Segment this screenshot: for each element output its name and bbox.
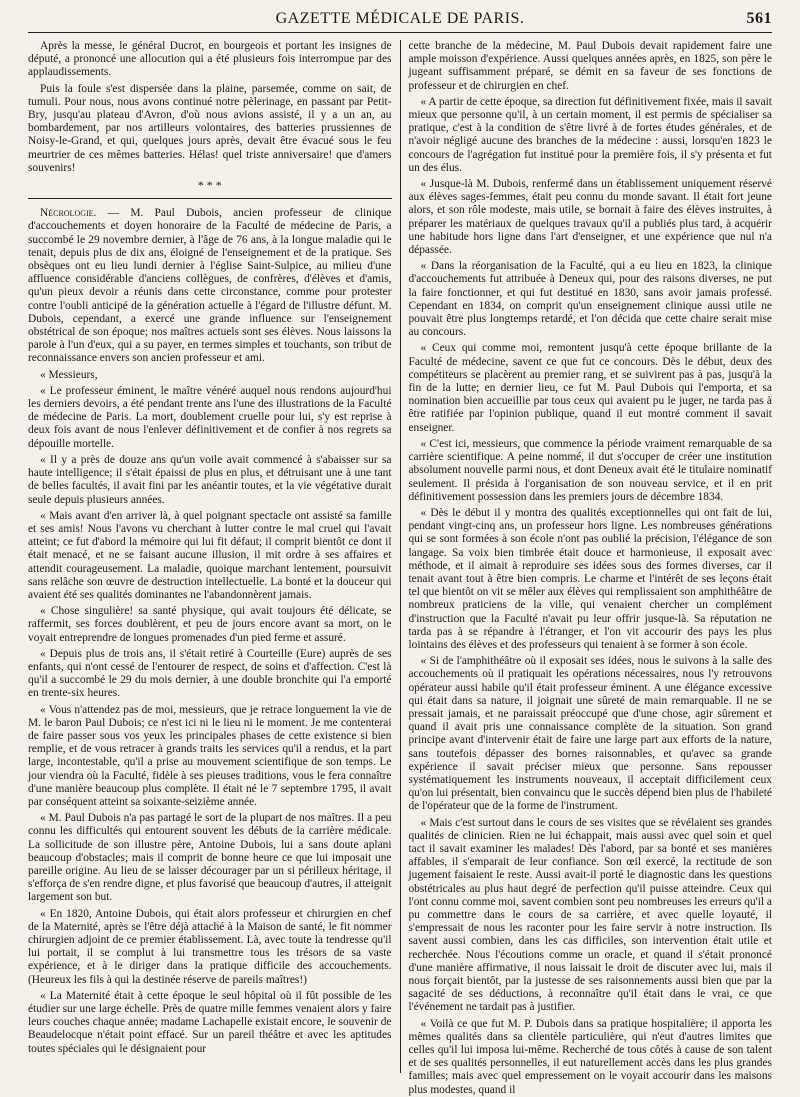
column-rule [400, 40, 401, 1073]
article-paragraph: cette branche de la médecine, M. Paul Dubois devait rapidement faire une ample moisson d'expérience. Aussi quelques années après, en 1825, son père le jugeant suffisamment préparé, se démit en sa faveur de ses fonctions de professeur et de chirurgien en chef. [408, 40, 772, 92]
section-separator: * * * [197, 178, 222, 193]
page-number: 561 [746, 10, 772, 27]
article-paragraph: « Vous n'attendez pas de moi, messieurs, que je retrace longuement la vie de M. le baron Paul Dubois; ce n'est ici ni le lieu ni le moment. Je me contenterai de faire passer sous vos yeux les principales phases de cette existence si bien remplie, et de vous retracer à grands traits les services qu'il a rendus, et la part large, incontestable, qu'il a prise au mouvement scientifique de son temps. Le jour viendra où la Faculté, fidèle à ses pieuses traditions, vous le fera connaître d'une manière beaucoup plus complète. Il était né le 7 septembre 1795, il avait par conséquent atteint sa soixante-seizième année. [28, 703, 392, 808]
journal-title: GAZETTE MÉDICALE DE PARIS. [275, 10, 525, 27]
article-paragraph: « La Maternité était à cette époque le seul hôpital où il fût possible de les étudier sur une large échelle. Près de quatre mille femmes venaient alors y faire leurs couches chaque année; madame Lachapelle existait encore, le souvenir de Beaudelocque n'était point effacé. Sur un pareil théâtre et avec les aptitudes toutes spéciales qui le désignaient pour [28, 989, 392, 1055]
article-paragraph: « M. Paul Dubois n'a pas partagé le sort de la plupart de nos maîtres. Il a peu connu les difficultés qui entourent souvent les débuts de la carrière médicale. La sollicitude de son illustre père, Antoine Dubois, lui a sans doute aplani beaucoup d'obstacles; mais il comprit de bonne heure ce que lui imposait une pareille origine. Au lieu de se laisser décourager par un si périlleux héritage, il s'efforça de s'en rendre digne, et plus favorisé que beaucoup d'autres, il atteignit largement son but. [28, 812, 392, 904]
article-paragraph: « Chose singulière! sa santé physique, qui avait toujours été délicate, se raffermit, ses forces doublèrent, et peu de jours encore avant sa mort, on le voyait entreprendre de longues promenades d'un pied ferme et assuré. [28, 605, 392, 644]
article-paragraph: « Mais avant d'en arriver là, à quel poignant spectacle ont assisté sa famille et ses amis! Nous l'avons vu cherchant à lutter contre le mal cruel qui l'avait atteint; ce fut d'abord la mémoire qui lui fit défaut; il comprit bientôt ce dont il était menacé, et ne se faisant aucune illusion, il mit ordre à ses affaires et attendit courageusement. La maladie, quoique marchant lentement, poursuivit sans relâche son œuvre de destruction intellectuelle. La bonté et la douceur qui avaient été ses qualités dominantes ne l'abandonnèrent jamais. [28, 509, 392, 601]
necrology-paragraph [28, 207, 392, 365]
intro-paragraph: Après la messe, le général Ducrot, en bourgeois et portant les insignes de député, a prononcé une allocution qui a été plusieurs fois interrompue par des applaudissements. [28, 40, 392, 79]
divider [28, 198, 392, 199]
article-paragraph: « Depuis plus de trois ans, il s'était retiré à Courteille (Eure) auprès de ses enfants, qui n'ont cessé de l'entourer de respect, de soins et d'affection. C'est là qu'il a succombé le 29 du mois dernier, à une double bronchite qui l'a emporté en trente-six heures. [28, 647, 392, 700]
article-paragraph: « Voilà ce que fut M. P. Dubois dans sa pratique hospitalière; il apporta les mêmes qualités dans sa clientèle particulière, qui n'eut d'autres limites que celles qu'il lui imposa lui-même. Recherché de tous côtés à cause de son talent et de ses qualités personnelles, il eut naturellement accès dans les plus grandes familles; mais avec quel empressement on le voyait accourir dans les maisons plus modestes, quand il [408, 1017, 772, 1096]
page-header [28, 10, 772, 33]
article-paragraph: « C'est ici, messieurs, que commence la période vraiment remarquable de sa carrière scientifique. A peine nommé, il dut s'occuper de créer une institution absolument nouvelle parmi nous, et dont Deneux avait été le titulaire nominatif seulement. Il présida à l'organisation de son nouveau service, et il en prit définitivement possession dans les premiers jours de décembre 1834. [408, 437, 772, 503]
article-paragraph: « Il y a près de douze ans qu'un voile avait commencé à s'abaisser sur sa haute intelligence; il s'était épaissi de plus en plus, et détruisant une à une tant de belles facultés, il avait fini par les anéantir toutes, et la vie végétative durait seule depuis plusieurs années. [28, 453, 392, 506]
article-paragraph: « Le professeur éminent, le maître vénéré auquel nous rendons aujourd'hui les derniers devoirs, a été pendant trente ans l'une des illustrations de la Faculté de médecine de Paris. La mort, doublement cruelle pour lui, s'y est reprise à deux fois avant de nous l'enlever définitivement et de confier à nos regrets sa dépouille mortelle. [28, 384, 392, 450]
article-paragraph: « Si de l'amphithéâtre où il exposait ses idées, nous le suivons à la salle des accouchements où il pratiquait les opérations nécessaires, nous l'y retrouvons opérateur aussi habile qu'il était professeur éminent. A une élégance excessive qui était dans sa nature, il joignait une sûreté de main remarquable. Il ne se pressait jamais, et ne paraissait préoccupé que d'une chose, agir sûrement et quand il avait pris une connaissance complète de la situation. Son grand principe avant d'intervenir était de faire une large part aux efforts de la nature, sans toutefois dépasser des bornes raisonnables, et qu'avec sa grande expérience il savait préciser mieux que personne. Sans repousser systématiquement les instruments nouveaux, il acceptait difficilement ceux qu'on lui présentait, bien convaincu que le succès dépend bien plus de l'habileté de l'opérateur que de la forme de l'instrument. [408, 655, 772, 813]
article-paragraph: « Mais c'est surtout dans le cours de ses visites que se révélaient ses grandes qualités de clinicien. Rien ne lui échappait, mais aussi avec quel soin et quel tact il savait examiner les malades! Dès l'abord, par sa bonté et ses manières affables, il s'emparait de leur confiance. Son œil exercé, la rectitude de son jugement faisaient le reste. Aussi avait-il porté le diagnostic dans les questions obstétricales au plus haut degré de perfection qu'il puisse atteindre. Ceux qui l'ont connu comme moi, savent combien sont peu nombreuses les erreurs qu'il a pu commettre dans le cours de sa carrière, et avec quelle loyauté, il s'empressait de nous les raconter pour les faire servir à notre instruction. Ils savent aussi combien, dans les cas difficiles, son intervention était utile et recherchée. Nous l'écoutions comme un oracle, et quand il s'était prononcé d'une manière affirmative, il nous laissait le droit de discuter avec lui, mais il nous forçait bientôt, par la justesse de ses raisonnements aussi bien que par la sagacité de ses déductions, à reconnaître qu'il était dans le vrai, ce que l'événement ne tardait pas à justifier. [408, 816, 772, 1014]
article-paragraph: « Dès le début il y montra des qualités exceptionnelles qui ont fait de lui, pendant vingt-cinq ans, un professeur hors ligne. Les nombreuses générations qui se sont formées à son école n'ont pas oublié la précision, l'élégance de son langage. Sa voix bien timbrée était douce et harmonieuse, il exposait avec méthode, et il aimait à reproduire ses idées sous des formes diverses, car il tenait avant tout à être bien compris. Le charme et l'intérêt de ses leçons était tel que bientôt on vit se mêler aux élèves qui remplissaient son amphithéâtre de nombreux praticiens de la ville, qui venaient chercher un complément d'instruction que la Faculté n'avait pu leur offrir jusque-là. Sa réputation ne tarda pas à se répandre à l'étranger, et l'on vit accourir des pays les plus lointains des élèves et des professeurs qui tenaient à se former à son école. [408, 506, 772, 651]
necrology-text: — M. Paul Dubois, ancien professeur de clinique d'accouchements et doyen honoraire de la Faculté de médecine de Paris, a succombé le 29 novembre dernier, à l'âge de 76 ans, à la longue maladie qui le tenait, depuis plus de dix ans, éloigné de l'enseignement et de la pratique. Ses obsèques ont eu lieu lundi dernier à l'église Saint-Sulpice, au milieu d'une affluence considérable d'anciens collègues, de confrères, d'élèves et d'amis, qu'un pieux devoir a réunis dans cette circonstance, comme pour protester contre l'oubli anticipé de la génération actuelle à l'égard de l'illustre défunt. M. Dubois, cependant, a exercé une grande influence sur l'enseignement obstétrical de son époque; nos maîtres actuels sont ses élèves. Nous laissons la parole à l'un d'eux, qui a su payer, en termes simples et touchants, son tribut de reconnaissance envers son ancien professeur et ami. [28, 207, 392, 365]
article-paragraph: « Dans la réorganisation de la Faculté, qui a eu lieu en 1823, la clinique d'accouchements fut attribuée à Deneux qui, pour des raisons diverses, ne put la faire fonctionner, et qui fut destitué en 1830, sans avoir jamais professé. Cependant en 1834, on comprit qu'un enseignement clinique aussi utile ne pouvait être plus longtemps retardé, et l'on décida que cette chaire serait mise au concours. [408, 260, 772, 339]
article-paragraph: « A partir de cette époque, sa direction fut définitivement fixée, mais il savait mieux que personne qu'il, à un certain moment, il est permis de spécialiser sa pratique, c'est à la condition de s'être livré à de fortes études générales, et de n'avoir négligé aucune des branches de la médecine : aussi, lorsqu'en 1823 le concours de l'agrégation fut institué pour la première fois, il s'y présenta et fut un des élus. [408, 95, 772, 174]
intro-paragraph: Puis la foule s'est dispersée dans la plaine, parsemée, comme on sait, de tumuli. Pour nous, nous avons continué notre pèlerinage, en passant par Petit-Bry, jusqu'au plateau d'Avron, d'où nous avions assisté, il y a un an, au bombardement, par nos artilleurs volontaires, des batteries prussiennes de Noisy-le-Grand, et qui, quelques jours après, devait être évacué sous le feu meurtrier de ces mêmes batteries. Hélas! quel triste anniversaire! que d'amers souvenirs! [28, 82, 392, 174]
left-column [28, 40, 392, 1073]
article-paragraph: « Jusque-là M. Dubois, renfermé dans un établissement uniquement réservé aux élèves sages-femmes, était peu connu du monde savant. Il était fort jeune alors, et son rôle modeste, mais utile, se bornait à faire des élèves instruites, à préparer les matériaux de quelques travaux qu'il a publiés plus tard, à acquérir une habitude hors ligne dans l'art d'enseigner, et une expérience que nul n'a dépassée. [408, 178, 772, 257]
article-paragraph: « En 1820, Antoine Dubois, qui était alors professeur et chirurgien en chef de la Maternité, après se l'être déjà attaché à la Maison de santé, le fit nommer chirurgien adjoint de ce premier établissement. Là, avec toute la tendresse qu'il lui portait, il se complut à lui transmettre tous les trésors de sa vaste expérience, et à le diriger dans la pratique difficile des accouchements. (Heureux les fils à qui la destinée réserve de pareils maîtres!) [28, 907, 392, 986]
speech-salutation: « Messieurs, [40, 368, 98, 381]
necrology-label: Nécrologie. [40, 207, 97, 220]
text-columns [28, 40, 772, 1096]
article-paragraph: « Ceux qui comme moi, remontent jusqu'à cette époque brillante de la Faculté de médecine, savent ce que fut ce concours. Dès le début, deux des compétiteurs se placèrent au premier rang, et se suivirent pas à pas, jusqu'à la fin de la lutte; en dernier lieu, ce fut M. Paul Dubois qui l'emporta, et sa nomination bien accueillie par tous ceux qui avaient pu le juger, ne tarda pas à être ratifiée par l'opinion publique, quand il eut montré comment il savait enseigner. [408, 342, 772, 434]
right-column [408, 40, 772, 1096]
